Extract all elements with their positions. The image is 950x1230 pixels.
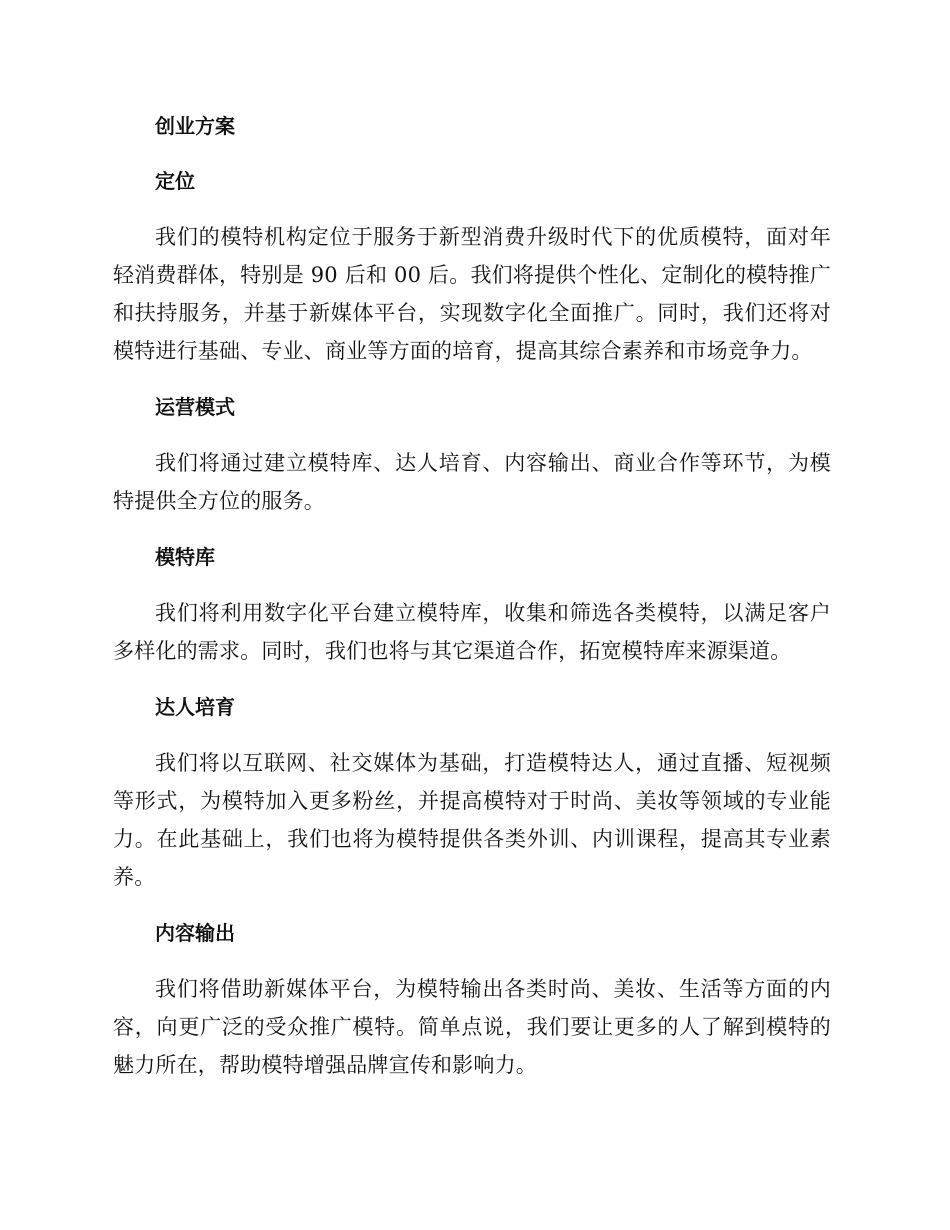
section-text-operation-mode: 我们将通过建立模特库、达人培育、内容输出、商业合作等环节，为模特提供全方位的服务。 xyxy=(113,451,831,513)
section-heading-influencer-training: 达人培育 xyxy=(155,695,235,719)
section-heading-positioning: 定位 xyxy=(155,169,195,193)
section-heading-content-output: 内容输出 xyxy=(155,921,235,945)
section-heading-operation-mode: 运营模式 xyxy=(155,395,235,419)
section-text-model-library: 我们将利用数字化平台建立模特库，收集和筛选各类模特，以满足客户多样化的需求。同时，我们也将与其它渠道合作，拓宽模特库来源渠道。 xyxy=(113,601,831,663)
document-title: 创业方案 xyxy=(155,114,235,138)
section-text-content-output: 我们将借助新媒体平台，为模特输出各类时尚、美妆、生活等方面的内容，向更广泛的受众推广模特。简单点说，我们要让更多的人了解到模特的魅力所在，帮助模特增强品牌宣传和影响力。 xyxy=(113,977,831,1077)
section-text-influencer-training: 我们将以互联网、社交媒体为基础，打造模特达人，通过直播、短视频等形式，为模特加入更多粉丝，并提高模特对于时尚、美妆等领域的专业能力。在此基础上，我们也将为模特提供各类外训、内训课程，提高其专业素养。 xyxy=(113,751,831,889)
document-page xyxy=(113,108,831,1084)
section-text-positioning: 我们的模特机构定位于服务于新型消费升级时代下的优质模特，面对年轻消费群体，特别是 90 后和 00 后。我们将提供个性化、定制化的模特推广和扶持服务，并基于新媒体平台，实现数字化全面推广。同时，我们还将对模特进行基础、专业、商业等方面的培育，提高其综合素养和市场竞争力。 xyxy=(113,225,831,363)
section-heading-model-library: 模特库 xyxy=(155,545,215,569)
